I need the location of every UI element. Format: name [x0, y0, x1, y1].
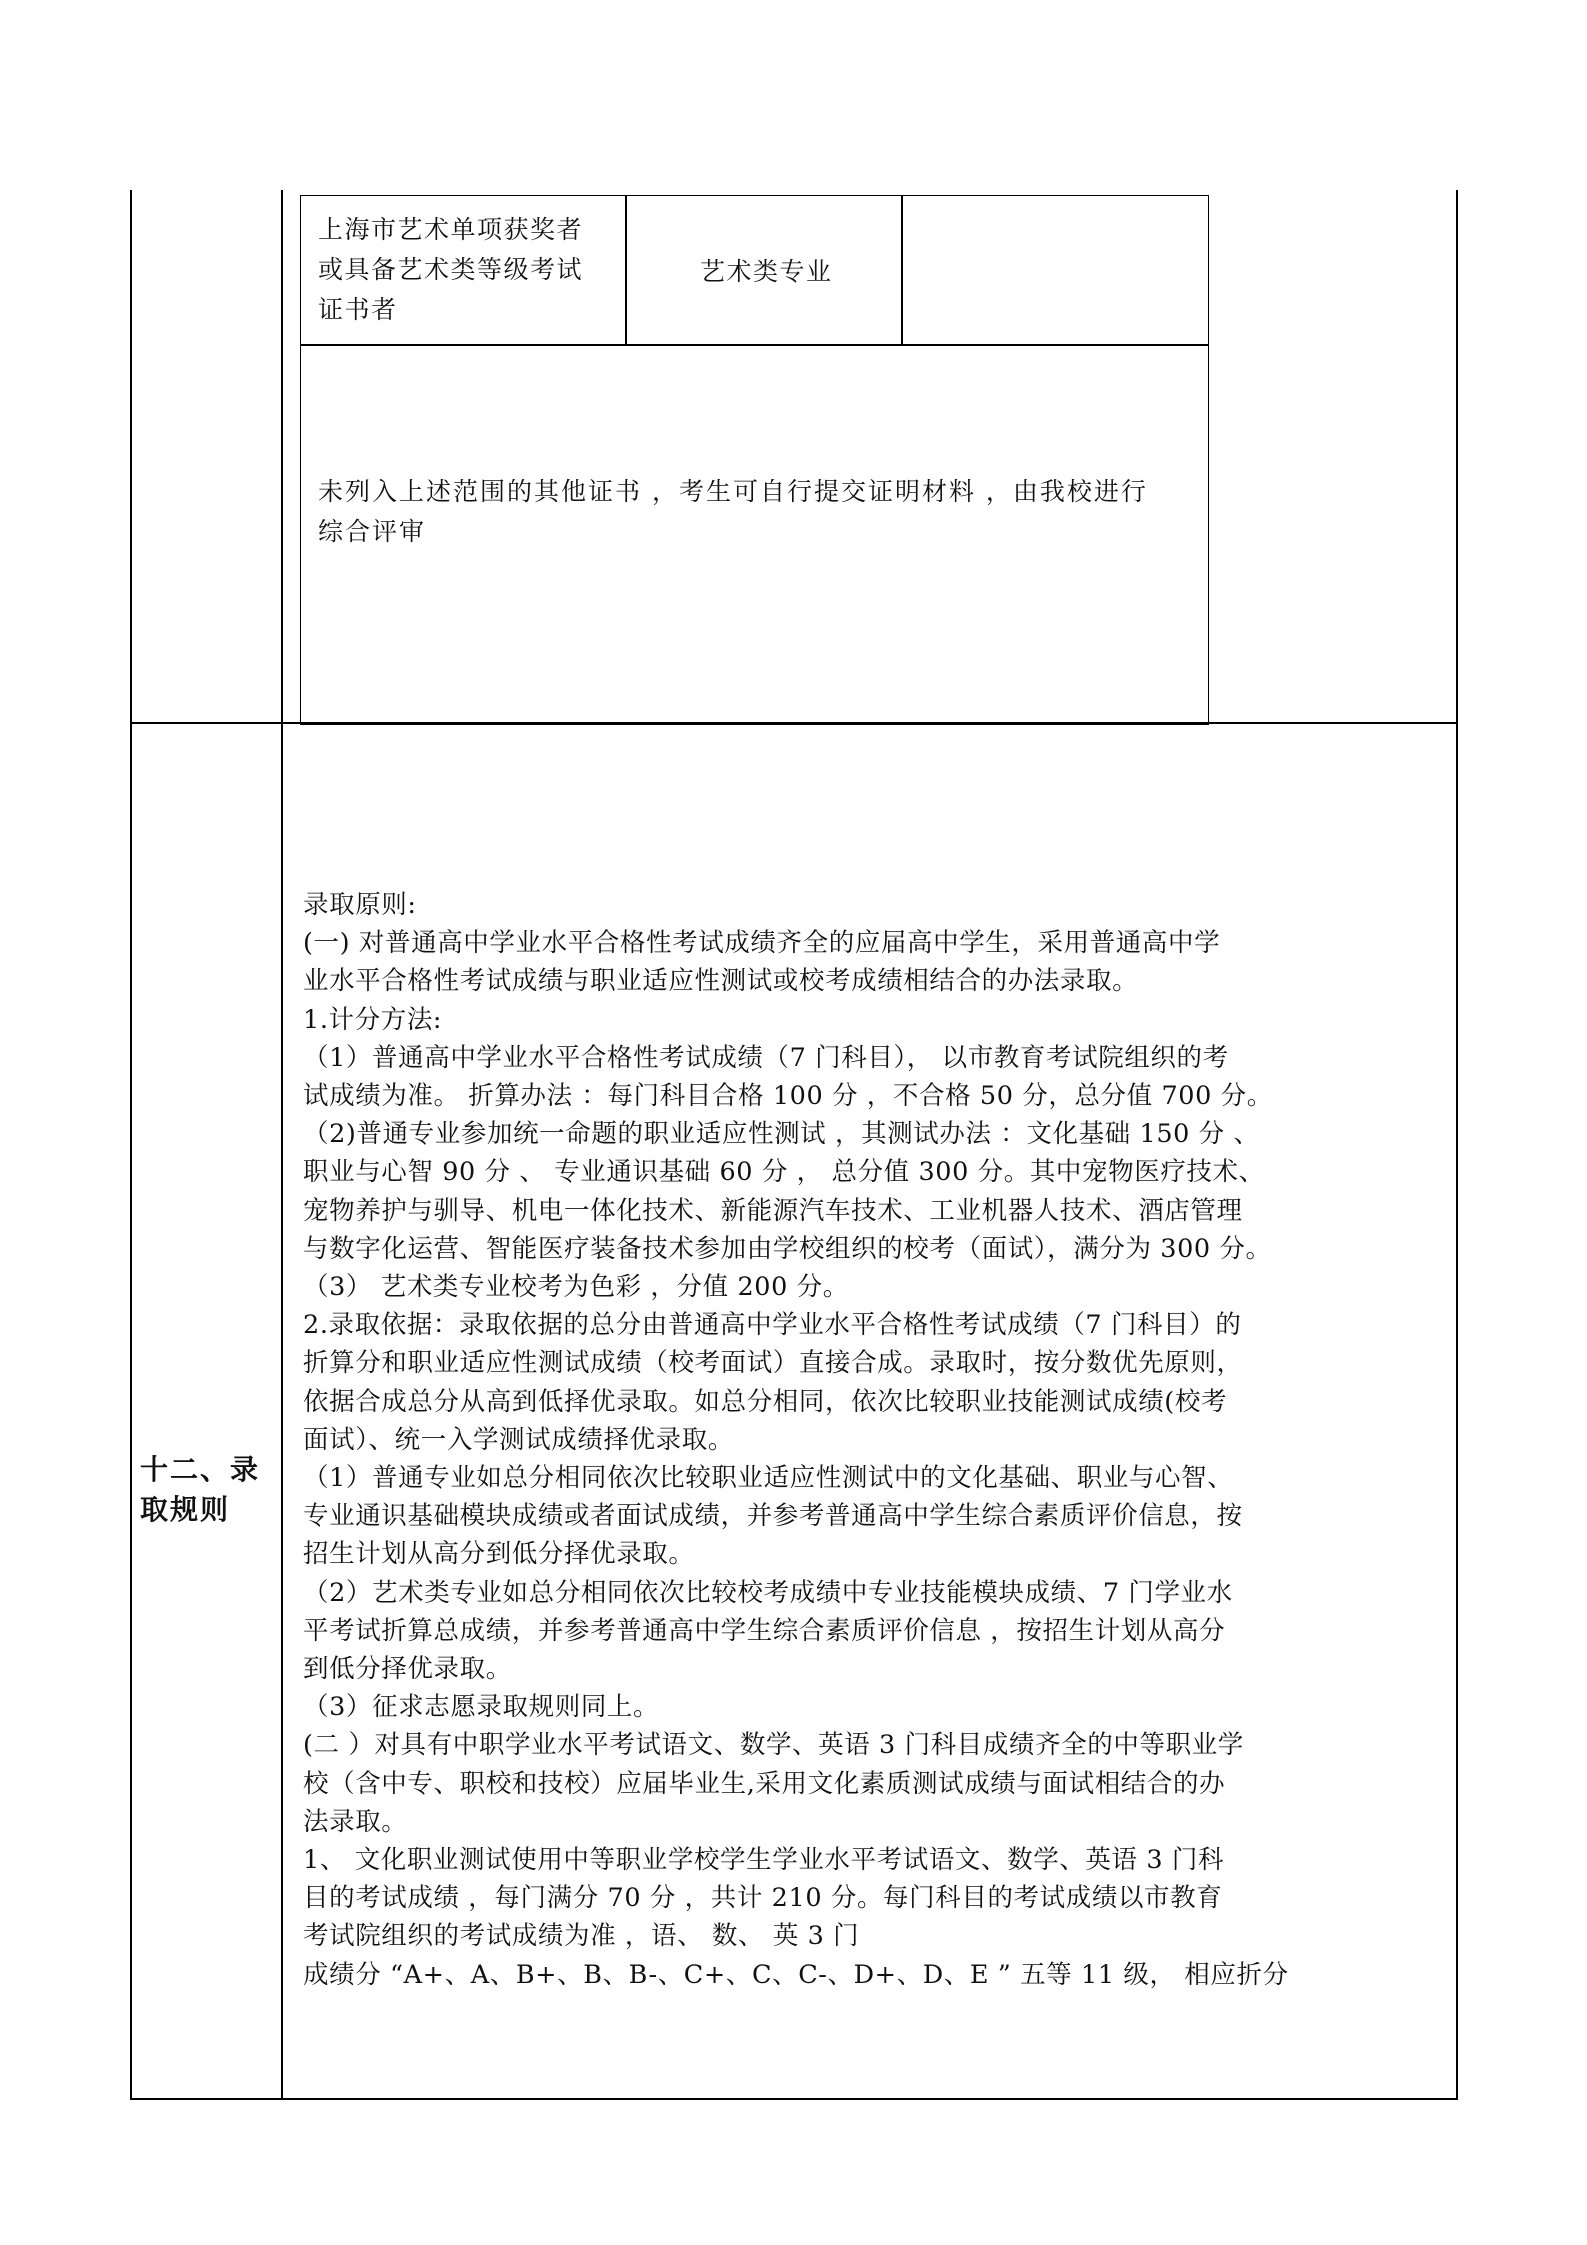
rules-line: 与数字化运营、智能医疗装备技术参加由学校组织的校考（面试），满分为 300 分。	[303, 1233, 1272, 1264]
rules-line: 招生计划从高分到低分择优录取。	[303, 1539, 695, 1570]
rules-line: 试成绩为准。 折算办法 ：每门科目合格 100 分 ，不合格 50 分，总分值 700 分。	[303, 1081, 1273, 1112]
certificate-condition-line: 或具备艺术类等级考试	[318, 255, 584, 284]
section-label	[140, 1450, 275, 1530]
rules-line: 考试院组织的考试成绩为准 ，语、 数、 英 3 门	[303, 1921, 860, 1952]
other-certificates-note	[318, 472, 1148, 552]
rules-line: 面试）、统一入学测试成绩择优录取。	[303, 1424, 734, 1455]
certificate-major-cell: 艺术类专业	[700, 257, 833, 286]
rules-line: 业水平合格性考试成绩与职业适应性测试或校考成绩相结合的办法录取。	[303, 966, 1139, 997]
rules-line: 依据合成总分从高到低择优录取。如总分相同，依次比较职业技能测试成绩(校考	[303, 1386, 1228, 1417]
outer-left-border	[130, 190, 132, 2100]
section-label-line: 十二、录	[140, 1453, 261, 1486]
rules-line: 法录取。	[303, 1806, 408, 1837]
section-label-line: 取规则	[140, 1493, 231, 1526]
rules-line: 录取原则:	[303, 890, 417, 920]
rules-line: （1）普通专业如总分相同依次比较职业适应性测试中的文化基础、职业与心智、	[303, 1463, 1234, 1494]
rules-line: (一) 对普通高中学业水平合格性考试成绩齐全的应届高中学生，采用普通高中学	[303, 928, 1221, 959]
admission-rules-text	[303, 886, 1453, 1994]
rules-line: （2)普通专业参加统一命题的职业适应性测试 ，其测试办法 ：文化基础 150 分 、	[303, 1119, 1260, 1150]
rules-line: 职业与心智 90 分 、 专业通识基础 60 分 ， 总分值 300 分。其中宠物医疗技术、	[303, 1157, 1265, 1188]
label-column-divider	[281, 190, 283, 2100]
certificate-table-row-divider	[300, 344, 1209, 346]
certificate-condition-line: 上海市艺术单项获奖者	[318, 215, 584, 244]
rules-line: 1、 文化职业测试使用中等职业学校学生学业水平考试语文、数学、英语 3 门科	[303, 1845, 1225, 1876]
rules-line: 宠物养护与驯导、机电一体化技术、新能源汽车技术、工业机器人技术、酒店管理	[303, 1195, 1243, 1226]
certificate-condition-cell	[318, 210, 583, 330]
outer-bottom-border	[130, 2098, 1458, 2100]
rules-line: (二 ）对具有中职学业水平考试语文、数学、英语 3 门科目成绩齐全的中等职业学	[303, 1730, 1244, 1761]
other-certificates-line: 未列入上述范围的其他证书 ，考生可自行提交证明材料 ，由我校进行	[318, 477, 1148, 506]
rules-line: 专业通识基础模块成绩或者面试成绩，并参考普通高中学生综合素质评价信息，按	[303, 1501, 1243, 1532]
rules-line: （1）普通高中学业水平合格性考试成绩（7 门科目）， 以市教育考试院组织的考	[303, 1042, 1229, 1073]
rules-line: 目的考试成绩 ，每门满分 70 分 ，共计 210 分。每门科目的考试成绩以市教育	[303, 1883, 1223, 1914]
rules-line: （2）艺术类专业如总分相同依次比较校考成绩中专业技能模块成绩、7 门学业水	[303, 1577, 1233, 1608]
rules-line: 到低分择优录取。	[303, 1654, 512, 1685]
outer-right-border	[1456, 190, 1458, 2100]
rules-line: （3） 艺术类专业校考为色彩 ，分值 200 分。	[303, 1272, 849, 1303]
rules-line: 2.录取依据：录取依据的总分由普通高中学业水平合格性考试成绩（7 门科目）的	[303, 1310, 1242, 1341]
rules-line: 折算分和职业适应性测试成绩（校考面试）直接合成。录取时，按分数优先原则，	[303, 1348, 1243, 1379]
certificate-condition-line: 证书者	[318, 295, 398, 324]
rules-line: 校（含中专、职校和技校）应届毕业生,采用文化素质测试成绩与面试相结合的办	[303, 1768, 1226, 1799]
rules-line: 平考试折算总成绩，并参考普通高中学生综合素质评价信息 ，按招生计划从高分	[303, 1615, 1226, 1646]
other-certificates-line: 综合评审	[318, 517, 427, 546]
rules-line: 1.计分方法:	[303, 1004, 443, 1035]
rules-line: 成绩分 “A+、A、B+、B、B-、C+、C、C-、D+、D、E ” 五等 11 级， 相应折分	[303, 1959, 1289, 1990]
certificate-table-col-divider-2	[901, 195, 903, 345]
rules-line: （3）征求志愿录取规则同上。	[303, 1692, 660, 1723]
certificate-table-col-divider-1	[625, 195, 627, 345]
